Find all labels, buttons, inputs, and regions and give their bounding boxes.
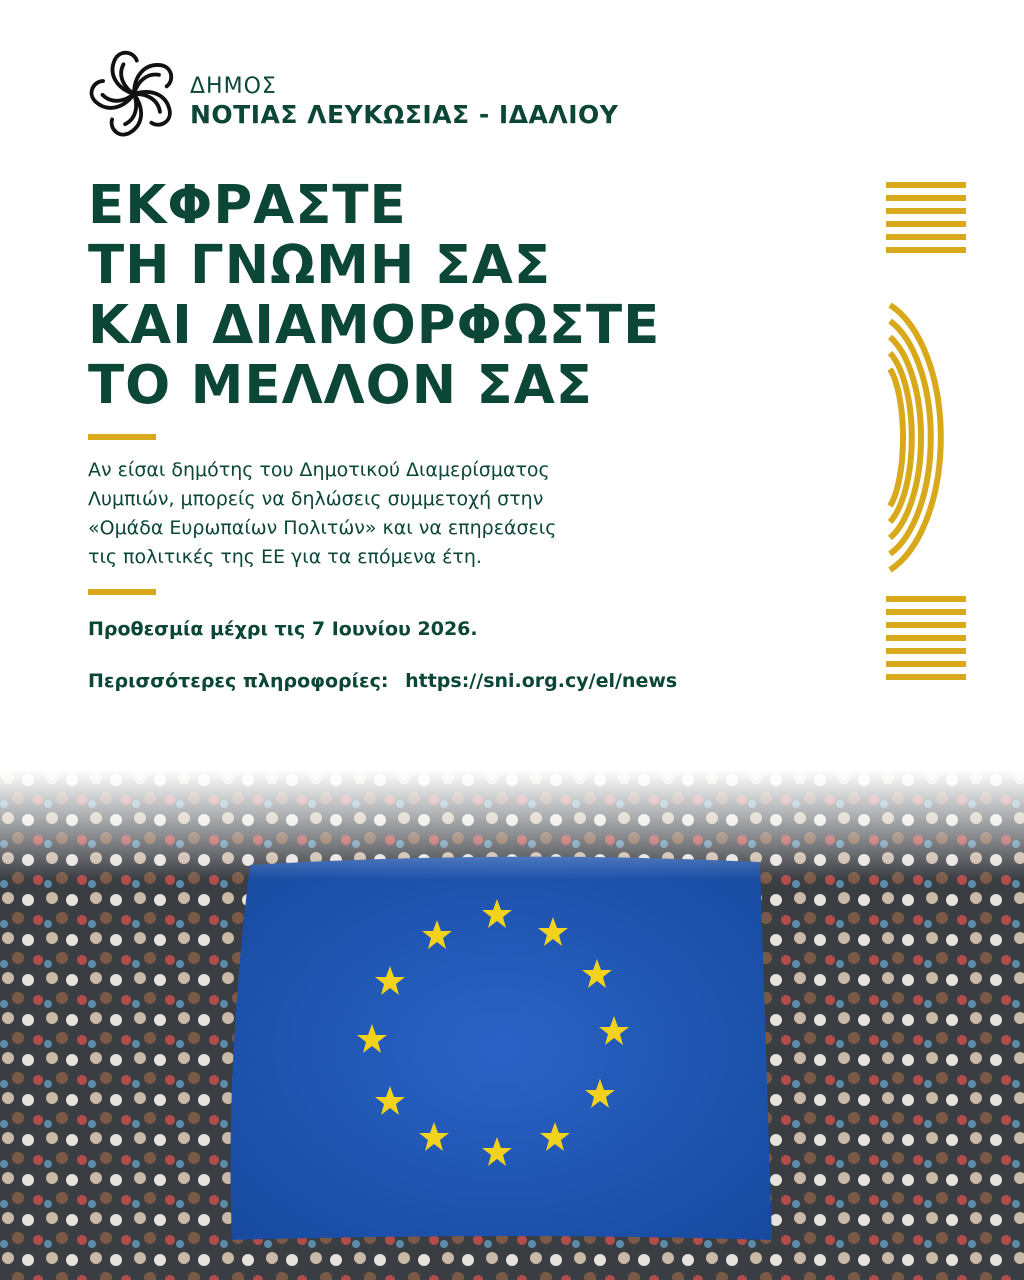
organization-name xyxy=(190,74,618,130)
body-line-1: Αν είσαι δημότης του Δημοτικού Διαμερίσματος xyxy=(88,459,550,481)
headline-line-2: ΤΗ ΓΝΩΜΗ ΣΑΣ xyxy=(88,235,552,296)
org-line-2: ΝΟΤΙΑΣ ΛΕΥΚΩΣΙΑΣ - ΙΔΑΛΙΟΥ xyxy=(190,100,619,129)
body-line-3: «Ομάδα Ευρωπαίων Πολιτών» και να επηρεάσεις xyxy=(88,517,557,539)
divider-top xyxy=(88,434,156,440)
headline-line-3: ΚΑΙ ΔΙΑΜΟΡΦΩΣΤΕ xyxy=(88,295,661,356)
more-info-link[interactable]: https://sni.org.cy/el/news xyxy=(405,670,678,692)
divider-bottom xyxy=(88,589,156,595)
body-line-2: Λυμπιών, μπορείς να δηλώσεις συμμετοχή στην xyxy=(88,488,544,510)
body-line-4: τις πολιτικές της ΕΕ για τα επόμενα έτη. xyxy=(88,546,482,568)
headline-line-1: ΕΚΦΡΑΣΤΕ xyxy=(88,175,407,236)
headline-line-4: ΤΟ ΜΕΛΛΟΝ ΣΑΣ xyxy=(88,355,593,416)
municipality-logo-icon xyxy=(86,46,182,142)
more-info xyxy=(88,670,677,692)
striped-arcs-decoration-icon xyxy=(880,180,980,690)
body-text xyxy=(88,456,728,572)
deadline-text: Προθεσμία μέχρι τις 7 Ιουνίου 2026. xyxy=(88,618,478,640)
headline xyxy=(88,176,660,416)
more-info-label: Περισσότερες πληροφορίες: xyxy=(88,670,389,692)
org-line-1: ΔΗΜΟΣ xyxy=(190,74,277,99)
crowd-eu-flag-photo xyxy=(0,770,1024,1280)
